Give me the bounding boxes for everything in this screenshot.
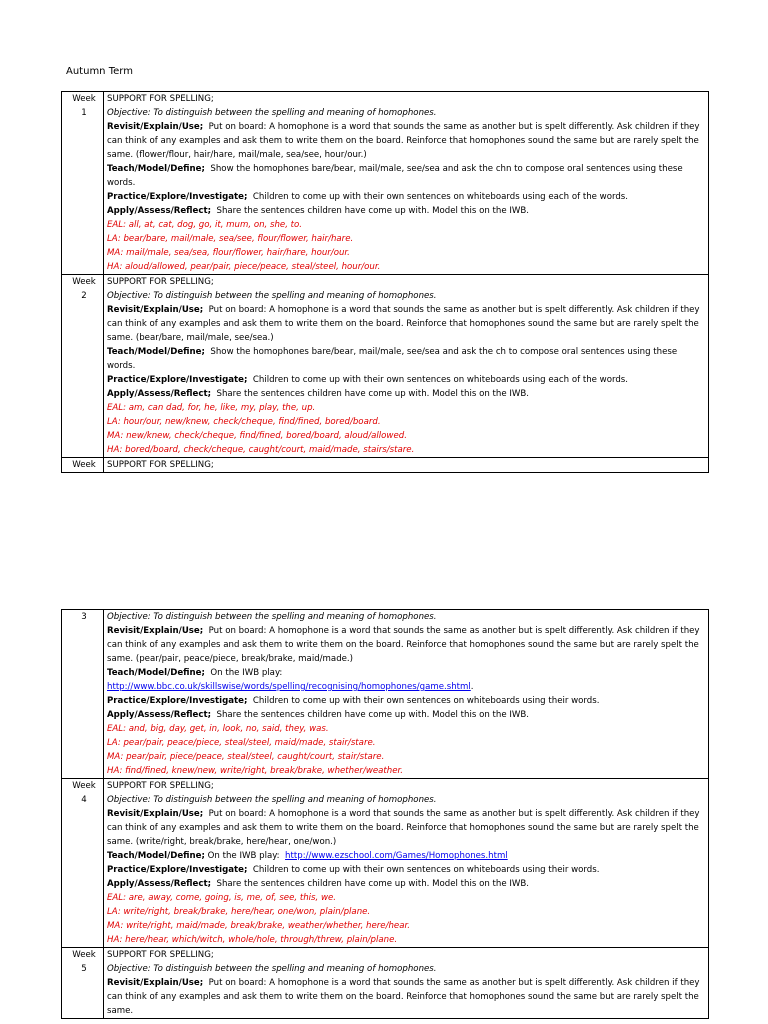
week-row-3-cont xyxy=(62,610,709,779)
teach-label: Teach/Model/Define; xyxy=(107,164,205,174)
revisit-text: Put on board: A homophone is a word that sounds the same as another but is spelt differently. Ask children if they can think of any examples and ask them to write them on the board. Reinforce that homophones sound the same but are rarely spelt the same. (flower/flour, hair/hare, mail/male, sea/see, hour/our.) xyxy=(107,122,700,160)
apply-label: Apply/Assess/Reflect; xyxy=(107,389,212,399)
week-row-1 xyxy=(62,92,709,275)
week-number: 2 xyxy=(81,291,87,301)
apply-block xyxy=(107,708,708,722)
ha-words: HA: find/fined, knew/new, write/right, break/brake, whether/weather. xyxy=(107,766,403,776)
week-number: 3 xyxy=(81,612,87,622)
practice-text: Children to come up with their own sentences on whiteboards using each of the words. xyxy=(252,375,629,385)
ma-words: MA: pear/pair, piece/peace, steal/steel, caught/court, stair/stare. xyxy=(107,752,385,762)
apply-text: Share the sentences children have come up with. Model this on the IWB. xyxy=(216,206,529,216)
week-label-cell xyxy=(62,275,104,458)
revisit-block xyxy=(107,624,708,666)
practice-text: Children to come up with their own sentences on whiteboards using each of the words. xyxy=(252,192,629,202)
planning-table-page-1 xyxy=(61,91,709,473)
ma-words: MA: write/right, maid/made, break/brake, weather/whether, here/hear. xyxy=(107,921,410,931)
la-words: LA: pear/pair, peace/piece, steal/steel, maid/made, stair/stare. xyxy=(107,738,376,748)
week-number: 1 xyxy=(81,108,87,118)
objective-text: Objective: To distinguish between the spelling and meaning of homophones. xyxy=(107,612,437,622)
week-label-cell xyxy=(62,610,104,779)
week-content-cell xyxy=(104,458,709,473)
game-link[interactable]: http://www.ezschool.com/Games/Homophones.html xyxy=(285,851,508,861)
teach-text: Show the homophones bare/bear, mail/male, see/sea and ask the chn to compose oral sentences using these words. xyxy=(107,164,683,188)
apply-label: Apply/Assess/Reflect; xyxy=(107,710,212,720)
link-period: . xyxy=(470,682,474,692)
ha-words: HA: bored/board, check/cheque, caught/court, maid/made, stairs/stare. xyxy=(107,445,415,455)
objective-text: Objective: To distinguish between the spelling and meaning of homophones. xyxy=(107,108,437,118)
week-word: Week xyxy=(72,950,96,960)
la-words: LA: write/right, break/brake, here/hear, one/won, plain/plane. xyxy=(107,907,371,917)
section-header: SUPPORT FOR SPELLING; xyxy=(107,460,214,470)
practice-text: Children to come up with their own sentences on whiteboards using their words. xyxy=(252,865,600,875)
practice-text: Children to come up with their own sentences on whiteboards using their words. xyxy=(252,696,600,706)
objective-text: Objective: To distinguish between the spelling and meaning of homophones. xyxy=(107,795,437,805)
apply-block xyxy=(107,877,708,891)
revisit-text: Put on board: A homophone is a word that sounds the same as another but is spelt differently. Ask children if they can think of any examples and ask them to write them on the board. Reinforce that homophones sound the same but are rarely spelt the same. (pear/pair, peace/piece, break/brake, maid/made.) xyxy=(107,626,700,664)
week-content-cell xyxy=(104,275,709,458)
teach-text: On the IWB play: xyxy=(210,668,283,678)
revisit-label: Revisit/Explain/Use; xyxy=(107,809,204,819)
week-word: Week xyxy=(72,277,96,287)
apply-text: Share the sentences children have come up with. Model this on the IWB. xyxy=(216,879,529,889)
eal-words: EAL: am, can dad, for, he, like, my, play, the, up. xyxy=(107,403,316,413)
teach-block xyxy=(107,162,708,190)
la-words: LA: bear/bare, mail/male, sea/see, flour/flower, hair/hare. xyxy=(107,234,354,244)
teach-label: Teach/Model/Define; xyxy=(107,851,205,861)
practice-block xyxy=(107,373,708,387)
teach-label: Teach/Model/Define; xyxy=(107,668,205,678)
objective-text: Objective: To distinguish between the spelling and meaning of homophones. xyxy=(107,291,437,301)
game-link[interactable]: http://www.bbc.co.uk/skillswise/words/spelling/recognising/homophones/game.shtml xyxy=(107,682,471,692)
revisit-label: Revisit/Explain/Use; xyxy=(107,978,204,988)
ha-words: HA: here/hear, which/witch, whole/hole, through/threw, plain/plane. xyxy=(107,935,398,945)
apply-block xyxy=(107,204,708,218)
section-header: SUPPORT FOR SPELLING; xyxy=(107,277,214,287)
apply-text: Share the sentences children have come up with. Model this on the IWB. xyxy=(216,710,529,720)
apply-label: Apply/Assess/Reflect; xyxy=(107,206,212,216)
revisit-label: Revisit/Explain/Use; xyxy=(107,626,204,636)
practice-label: Practice/Explore/Investigate; xyxy=(107,696,248,706)
week-label-cell xyxy=(62,92,104,275)
week-word: Week xyxy=(72,781,96,791)
revisit-text: Put on board: A homophone is a word that sounds the same as another but is spelt differently. Ask children if they can think of any examples and ask them to write them on the board. Reinforce that homophones sound the same but are rarely spelt the same. xyxy=(107,978,700,1016)
week-label-cell xyxy=(62,948,104,1019)
eal-words: EAL: and, big, day, get, in, look, no, said, they, was. xyxy=(107,724,329,734)
revisit-block xyxy=(107,303,708,345)
apply-block xyxy=(107,387,708,401)
eal-words: EAL: are, away, come, going, is, me, of, see, this, we. xyxy=(107,893,337,903)
week-number: 4 xyxy=(81,795,87,805)
revisit-block xyxy=(107,976,708,1018)
week-word: Week xyxy=(72,460,96,470)
la-words: LA: hour/our, new/knew, check/cheque, find/fined, bored/board. xyxy=(107,417,381,427)
teach-label: Teach/Model/Define; xyxy=(107,347,205,357)
page-title: Autumn Term xyxy=(66,66,133,77)
objective-text: Objective: To distinguish between the spelling and meaning of homophones. xyxy=(107,964,437,974)
practice-block xyxy=(107,694,708,708)
teach-text: On the IWB play: xyxy=(207,851,280,861)
week-label-cell xyxy=(62,779,104,948)
practice-block xyxy=(107,863,708,877)
eal-words: EAL: all, at, cat, dog, go, it, mum, on, she, to. xyxy=(107,220,303,230)
section-header: SUPPORT FOR SPELLING; xyxy=(107,94,214,104)
revisit-text: Put on board: A homophone is a word that sounds the same as another but is spelt differently. Ask children if they can think of any examples and ask them to write them on the board. Reinforce that homophones sound the same but are rarely spelt the same. (write/right, break/brake, here/hear, one/won.) xyxy=(107,809,700,847)
week-content-cell xyxy=(104,92,709,275)
week-label-cell xyxy=(62,458,104,473)
practice-label: Practice/Explore/Investigate; xyxy=(107,865,248,875)
section-header: SUPPORT FOR SPELLING; xyxy=(107,950,214,960)
week-content-cell xyxy=(104,610,709,779)
ma-words: MA: mail/male, sea/sea, flour/flower, hair/hare, hour/our. xyxy=(107,248,350,258)
teach-block xyxy=(107,849,708,863)
revisit-block xyxy=(107,120,708,162)
ma-words: MA: new/knew, check/cheque, find/fined, bored/board, aloud/allowed. xyxy=(107,431,407,441)
teach-text: Show the homophones bare/bear, mail/male, see/sea and ask the ch to compose oral sentences using these words. xyxy=(107,347,678,371)
week-row-3-start xyxy=(62,458,709,473)
ha-words: HA: aloud/allowed, pear/pair, piece/peace, steal/steel, hour/our. xyxy=(107,262,381,272)
week-content-cell xyxy=(104,948,709,1019)
revisit-label: Revisit/Explain/Use; xyxy=(107,122,204,132)
practice-label: Practice/Explore/Investigate; xyxy=(107,375,248,385)
week-word: Week xyxy=(72,94,96,104)
teach-block xyxy=(107,666,708,694)
practice-label: Practice/Explore/Investigate; xyxy=(107,192,248,202)
week-row-5 xyxy=(62,948,709,1019)
week-number: 5 xyxy=(81,964,87,974)
teach-block xyxy=(107,345,708,373)
week-row-2 xyxy=(62,275,709,458)
practice-block xyxy=(107,190,708,204)
apply-label: Apply/Assess/Reflect; xyxy=(107,879,212,889)
revisit-text: Put on board: A homophone is a word that sounds the same as another but is spelt differently. Ask children if they can think of any examples and ask them to write them on the board. Reinforce that homophones sound the same but are rarely spelt the same. (bear/bare, mail/male, see/sea.) xyxy=(107,305,700,343)
apply-text: Share the sentences children have come up with. Model this on the IWB. xyxy=(216,389,529,399)
revisit-label: Revisit/Explain/Use; xyxy=(107,305,204,315)
week-row-4 xyxy=(62,779,709,948)
section-header: SUPPORT FOR SPELLING; xyxy=(107,781,214,791)
revisit-block xyxy=(107,807,708,849)
planning-table-page-2 xyxy=(61,609,709,1019)
week-content-cell xyxy=(104,779,709,948)
